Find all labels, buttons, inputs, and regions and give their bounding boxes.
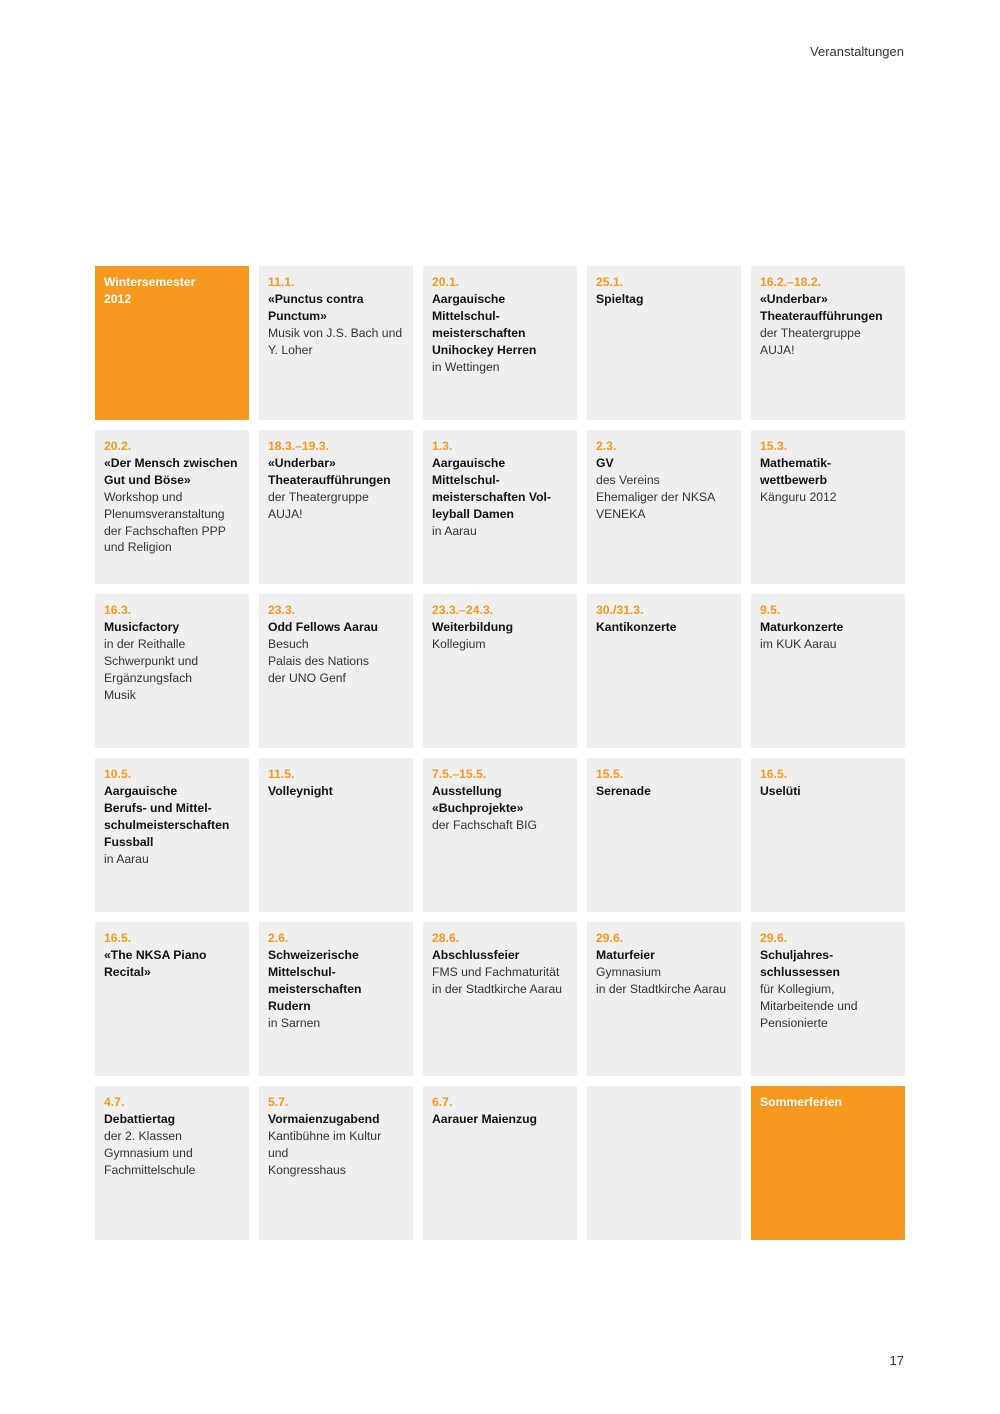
event-title: Aargauische — [104, 783, 178, 798]
event-description: für Kollegium, — [760, 981, 835, 996]
event-cell — [587, 266, 741, 420]
event-cell — [423, 1086, 577, 1240]
event-title: «Punctus contra — [268, 291, 364, 306]
event-date: 18.3.–19.3. — [268, 439, 329, 453]
event-description: Besuch — [268, 636, 309, 651]
event-description: Fachmittelschule — [104, 1162, 196, 1177]
event-description: AUJA! — [760, 342, 795, 357]
event-description: der Theatergruppe — [268, 489, 369, 504]
event-cell — [751, 266, 905, 420]
event-description: Plenumsveranstaltung — [104, 506, 225, 521]
event-description: im KUK Aarau — [760, 636, 837, 651]
event-cell — [423, 594, 577, 748]
event-title: Kantikonzerte — [596, 619, 677, 634]
event-description: in Aarau — [432, 523, 477, 538]
event-description: der 2. Klassen — [104, 1128, 182, 1143]
event-cell — [587, 922, 741, 1076]
event-date: 23.3.–24.3. — [432, 603, 493, 617]
event-title: «The NKSA Piano — [104, 947, 207, 962]
event-description: Palais des Nations — [268, 653, 369, 668]
section-header: Veranstaltungen — [810, 44, 904, 59]
page-number: 17 — [889, 1353, 904, 1368]
event-cell — [751, 430, 905, 584]
event-description: Mitarbeitende und — [760, 998, 858, 1013]
event-title: Aargauische — [432, 455, 506, 470]
event-title: Recital» — [104, 964, 151, 979]
event-title: Odd Fellows Aarau — [268, 619, 378, 634]
event-cell — [259, 266, 413, 420]
event-description: der Fachschaft BIG — [432, 817, 537, 832]
event-description: AUJA! — [268, 506, 303, 521]
event-cell — [95, 594, 249, 748]
event-date: 16.5. — [760, 767, 788, 781]
events-calendar-grid — [95, 266, 905, 1240]
event-cell — [95, 1086, 249, 1240]
event-description: in der Reithalle — [104, 636, 186, 651]
event-title: Sommerferien — [760, 1095, 842, 1109]
event-date: 4.7. — [104, 1095, 125, 1109]
event-title: Fussball — [104, 834, 154, 849]
event-cell — [587, 758, 741, 912]
event-description: Musik — [104, 687, 136, 702]
event-description: Kantibühne im Kultur und — [268, 1128, 382, 1160]
event-date: 11.5. — [268, 767, 295, 781]
event-title: Spieltag — [596, 291, 644, 306]
event-title: Ausstellung — [432, 783, 502, 798]
event-title: meisterschaften — [432, 325, 526, 340]
event-title: Schweizerische — [268, 947, 359, 962]
event-title: Mathematik- — [760, 455, 832, 470]
event-cell — [259, 922, 413, 1076]
event-title: Debattiertag — [104, 1111, 176, 1126]
event-date: 20.1. — [432, 275, 460, 289]
event-date: 11.1. — [268, 275, 295, 289]
event-title: Weiterbildung — [432, 619, 514, 634]
event-description: Schwerpunkt und — [104, 653, 199, 668]
event-cell — [95, 758, 249, 912]
event-cell — [751, 594, 905, 748]
event-date: 30./31.3. — [596, 603, 644, 617]
event-description: in Aarau — [104, 851, 149, 866]
event-description: Kongresshaus — [268, 1162, 346, 1177]
event-description: Y. Loher — [268, 342, 313, 357]
event-title: Maturfeier — [596, 947, 655, 962]
event-title: Rudern — [268, 998, 311, 1013]
event-description: FMS und Fachmaturität — [432, 964, 560, 979]
event-description: Gymnasium und — [104, 1145, 193, 1160]
event-title: «Buchprojekte» — [432, 800, 524, 815]
event-cell — [423, 922, 577, 1076]
event-cell — [259, 430, 413, 584]
event-title: Wintersemester — [104, 275, 196, 289]
event-date: 29.6. — [760, 931, 788, 945]
event-date: 2.6. — [268, 931, 289, 945]
event-date: 15.3. — [760, 439, 788, 453]
event-description: in Wettingen — [432, 359, 500, 374]
event-title: Schuljahres- — [760, 947, 834, 962]
event-date: 16.5. — [104, 931, 132, 945]
event-title: Abschlussfeier — [432, 947, 520, 962]
event-cell — [587, 430, 741, 584]
event-title: Mittelschul- — [268, 964, 336, 979]
event-title: Vormaienzugabend — [268, 1111, 380, 1126]
event-title: «Der Mensch zwischen — [104, 455, 238, 470]
event-date: 20.2. — [104, 439, 132, 453]
event-date: 29.6. — [596, 931, 624, 945]
event-title: Serenade — [596, 783, 651, 798]
event-description: Känguru 2012 — [760, 489, 837, 504]
event-date: 10.5. — [104, 767, 132, 781]
event-description: des Vereins — [596, 472, 660, 487]
event-title: «Underbar» — [760, 291, 828, 306]
event-title: Theateraufführungen — [268, 472, 391, 487]
event-cell — [587, 1086, 741, 1240]
event-cell — [751, 758, 905, 912]
event-cell — [751, 922, 905, 1076]
event-description: Musik von J.S. Bach und — [268, 325, 403, 340]
event-date: 25.1. — [596, 275, 624, 289]
event-cell-highlight — [751, 1086, 905, 1240]
event-date: 9.5. — [760, 603, 781, 617]
event-date: 7.5.–15.5. — [432, 767, 487, 781]
event-description: Ehemaliger der NKSA — [596, 489, 716, 504]
event-title: meisterschaften Vol- — [432, 489, 551, 504]
event-date: 16.2.–18.2. — [760, 275, 821, 289]
event-description: Kollegium — [432, 636, 486, 651]
event-description: VENEKA — [596, 506, 646, 521]
event-description: der UNO Genf — [268, 670, 346, 685]
event-title: Theateraufführungen — [760, 308, 883, 323]
event-cell — [95, 922, 249, 1076]
event-description: in der Stadtkirche Aarau — [596, 981, 727, 996]
event-date: 23.3. — [268, 603, 296, 617]
event-cell — [423, 758, 577, 912]
event-description: in Sarnen — [268, 1015, 321, 1030]
event-cell — [259, 1086, 413, 1240]
event-title: leyball Damen — [432, 506, 514, 521]
event-title: Aargauische — [432, 291, 506, 306]
event-title: Mittelschul- — [432, 472, 500, 487]
event-description: Pensionierte — [760, 1015, 828, 1030]
event-title: Punctum» — [268, 308, 327, 323]
event-cell — [95, 430, 249, 584]
event-cell — [259, 758, 413, 912]
event-cell — [423, 430, 577, 584]
event-cell-highlight — [95, 266, 249, 420]
event-date: 28.6. — [432, 931, 460, 945]
event-cell — [587, 594, 741, 748]
event-title: Mittelschul- — [432, 308, 500, 323]
event-description: in der Stadtkirche Aarau — [432, 981, 563, 996]
event-description: der Theatergruppe — [760, 325, 861, 340]
event-cell — [423, 266, 577, 420]
event-title: Volleynight — [268, 783, 333, 798]
event-description: und Religion — [104, 540, 172, 555]
event-date: 15.5. — [596, 767, 624, 781]
event-date: 6.7. — [432, 1095, 453, 1109]
event-title: Unihockey Herren — [432, 342, 537, 357]
event-date: 5.7. — [268, 1095, 289, 1109]
event-title: GV — [596, 455, 614, 470]
event-description: der Fachschaften PPP — [104, 523, 226, 538]
event-title: Musicfactory — [104, 619, 180, 634]
event-title: Gut und Böse» — [104, 472, 191, 487]
event-title: schulmeisterschaften — [104, 817, 230, 832]
event-date: 2.3. — [596, 439, 617, 453]
event-title: wettbewerb — [760, 472, 828, 487]
event-title: Maturkonzerte — [760, 619, 844, 634]
event-title: 2012 — [104, 291, 132, 306]
event-title: «Underbar» — [268, 455, 336, 470]
event-title: meisterschaften — [268, 981, 362, 996]
event-title: Uselüti — [760, 783, 801, 798]
event-cell — [259, 594, 413, 748]
event-date: 1.3. — [432, 439, 453, 453]
event-description: Gymnasium — [596, 964, 662, 979]
event-title: schlussessen — [760, 964, 840, 979]
event-description: Ergänzungsfach — [104, 670, 193, 685]
event-title: Aarauer Maienzug — [432, 1111, 537, 1126]
event-date: 16.3. — [104, 603, 132, 617]
event-title: Berufs- und Mittel- — [104, 800, 212, 815]
event-description: Workshop und — [104, 489, 183, 504]
